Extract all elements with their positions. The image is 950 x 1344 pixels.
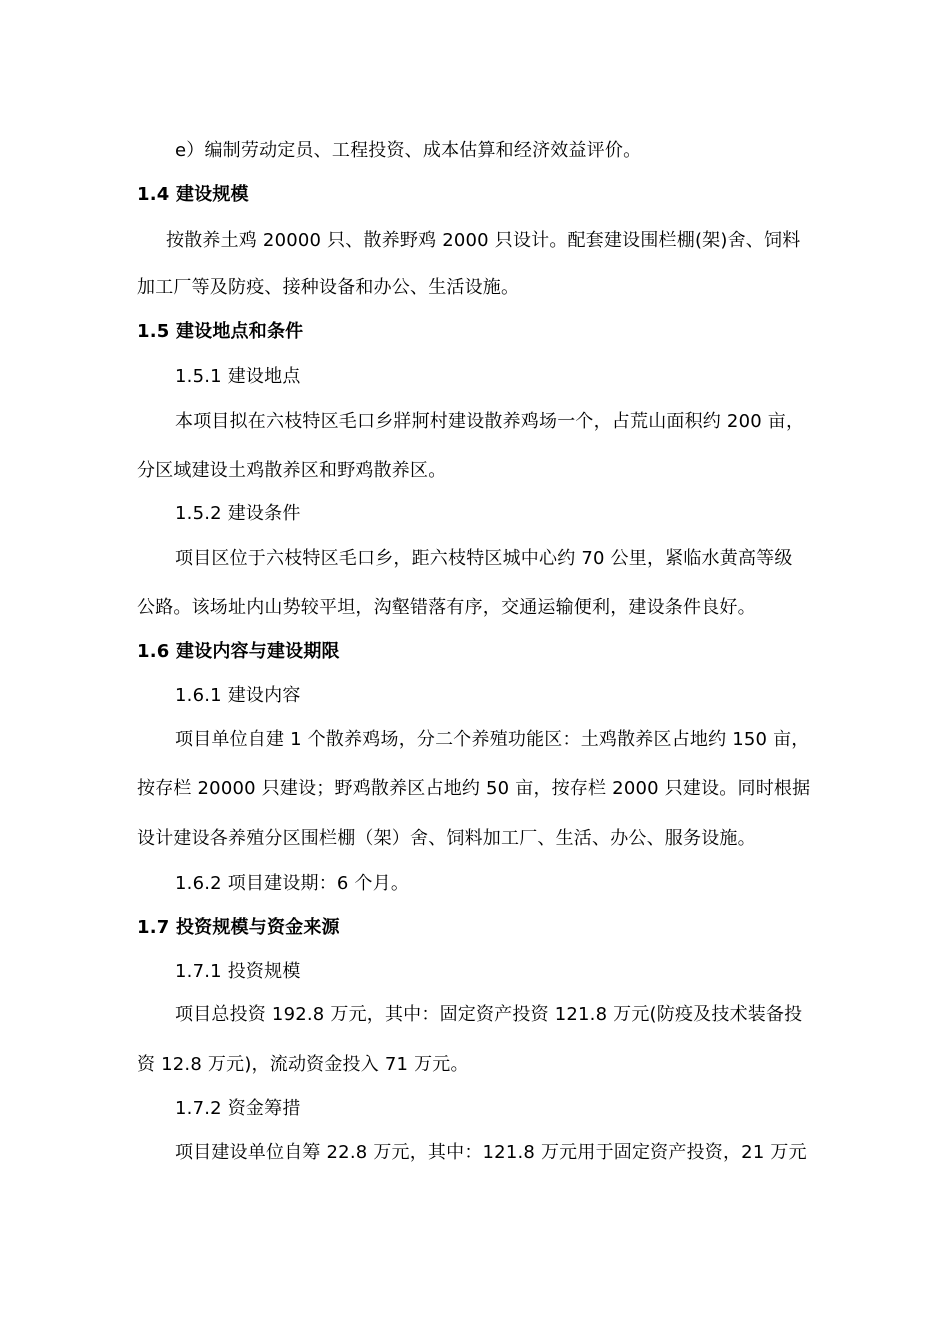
subsection-heading-1-7-2: 1.7.2 资金筹措	[175, 1098, 301, 1119]
paragraph-line: 按散养土鸡 20000 只、散养野鸡 2000 只设计。配套建设围栏棚(架)舍、饲料	[166, 230, 801, 251]
paragraph-line: 设计建设各养殖分区围栏棚（架）舍、饲料加工厂、生活、办公、服务设施。	[137, 828, 756, 849]
subsection-heading-1-5-1: 1.5.1 建设地点	[175, 366, 301, 387]
paragraph-line: 本项目拟在六枝特区毛口乡牂牁村建设散养鸡场一个，占荒山面积约 200 亩，	[175, 411, 805, 432]
section-heading-1-7: 1.7 投资规模与资金来源	[137, 917, 340, 938]
subsection-heading-1-6-2: 1.6.2 项目建设期：6 个月。	[175, 873, 410, 894]
paragraph-line: 公路。该场址内山势较平坦，沟壑错落有序，交通运输便利，建设条件良好。	[137, 597, 756, 618]
paragraph-line: 分区域建设土鸡散养区和野鸡散养区。	[137, 460, 447, 481]
section-heading-1-6: 1.6 建设内容与建设期限	[137, 641, 340, 662]
paragraph-line: 项目建设单位自筹 22.8 万元，其中：121.8 万元用于固定资产投资，21 万元	[175, 1142, 807, 1163]
list-item-e: e）编制劳动定员、工程投资、成本估算和经济效益评价。	[175, 140, 642, 161]
paragraph-line: 按存栏 20000 只建设；野鸡散养区占地约 50 亩，按存栏 2000 只建设。同时根据	[137, 778, 811, 799]
paragraph-line: 项目单位自建 1 个散养鸡场，分二个养殖功能区：土鸡散养区占地约 150 亩，	[175, 729, 810, 750]
section-heading-1-5: 1.5 建设地点和条件	[137, 321, 304, 342]
paragraph-line: 加工厂等及防疫、接种设备和办公、生活设施。	[137, 277, 520, 298]
paragraph-line: 项目区位于六枝特区毛口乡，距六枝特区城中心约 70 公里，紧临水黄高等级	[175, 548, 793, 569]
subsection-heading-1-6-1: 1.6.1 建设内容	[175, 685, 301, 706]
section-heading-1-4: 1.4 建设规模	[137, 184, 249, 205]
paragraph-line: 资 12.8 万元)，流动资金投入 71 万元。	[137, 1054, 469, 1075]
paragraph-line: 项目总投资 192.8 万元，其中：固定资产投资 121.8 万元(防疫及技术装备投	[175, 1004, 803, 1025]
subsection-heading-1-5-2: 1.5.2 建设条件	[175, 503, 301, 524]
subsection-heading-1-7-1: 1.7.1 投资规模	[175, 961, 301, 982]
